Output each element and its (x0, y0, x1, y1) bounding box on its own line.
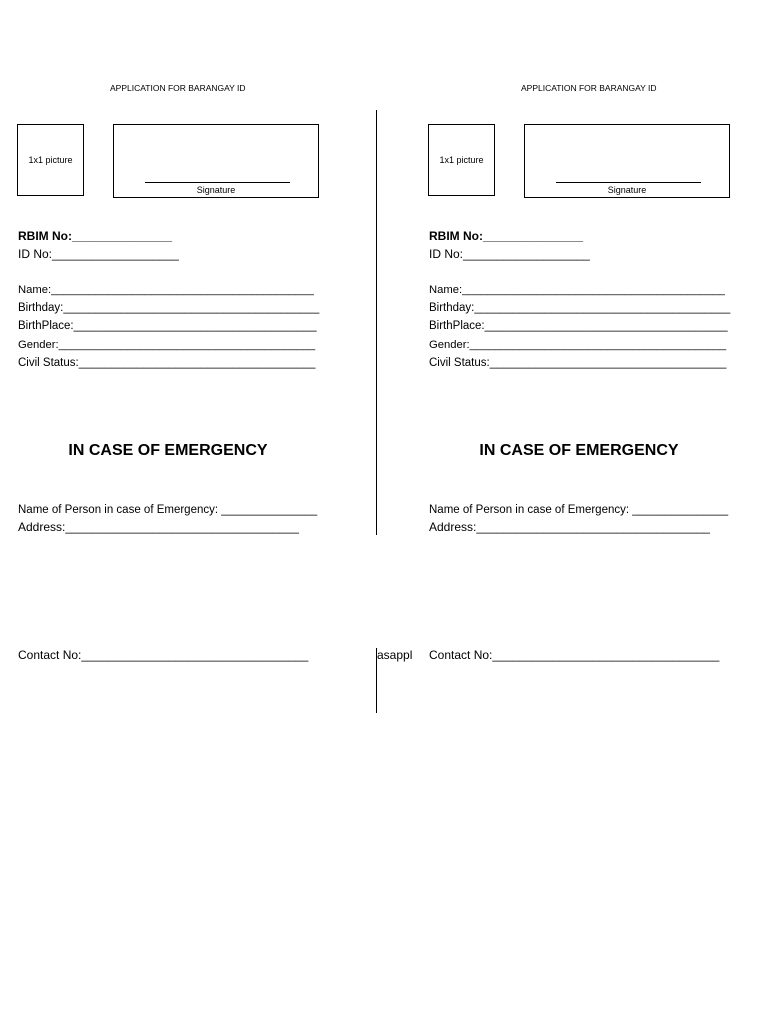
form-header: APPLICATION FOR BARANGAY ID (110, 83, 246, 93)
id-no-field: ID No:___________________ (429, 247, 590, 261)
gender-field: Gender:_________________________________________ (429, 339, 727, 351)
name-field: Name:__________________________________________ (429, 284, 725, 296)
form-header: APPLICATION FOR BARANGAY ID (521, 83, 657, 93)
signature-box (524, 124, 730, 198)
emergency-title: IN CASE OF EMERGENCY (68, 442, 268, 459)
birthday-field: Birthday:________________________________________ (429, 302, 731, 314)
truncated-text-fragment: asappl (377, 648, 413, 662)
emergency-person-field: Name of Person in case of Emergency: _______________ (429, 504, 729, 516)
emergency-title: IN CASE OF EMERGENCY (479, 442, 679, 459)
contact-field: Contact No:__________________________________ (429, 648, 720, 662)
divider-line-top (376, 110, 377, 535)
id-no-field: ID No:___________________ (18, 247, 179, 261)
signature-label: Signature (196, 185, 236, 195)
birthplace-field: BirthPlace:______________________________________ (18, 320, 317, 332)
signature-box (113, 124, 319, 198)
rbim-field: RBIM No:_______________ (18, 229, 173, 243)
rbim-field: RBIM No:_______________ (429, 229, 584, 243)
address-field: Address:___________________________________ (429, 520, 710, 534)
picture-label: 1x1 picture (28, 155, 73, 165)
picture-box (428, 124, 495, 196)
civil-status-field: Civil Status:_____________________________________ (18, 357, 316, 369)
picture-label: 1x1 picture (439, 155, 484, 165)
name-field: Name:__________________________________________ (18, 284, 314, 296)
right-form (411, 0, 751, 1024)
contact-field: Contact No:__________________________________ (18, 648, 309, 662)
signature-line (556, 182, 701, 183)
emergency-person-field: Name of Person in case of Emergency: _______________ (18, 504, 318, 516)
signature-line (145, 182, 290, 183)
birthplace-field: BirthPlace:______________________________________ (429, 320, 728, 332)
gender-field: Gender:_________________________________________ (18, 339, 316, 351)
left-form (0, 0, 340, 1024)
picture-box (17, 124, 84, 196)
signature-label: Signature (607, 185, 647, 195)
civil-status-field: Civil Status:_____________________________________ (429, 357, 727, 369)
address-field: Address:___________________________________ (18, 520, 299, 534)
birthday-field: Birthday:________________________________________ (18, 302, 320, 314)
